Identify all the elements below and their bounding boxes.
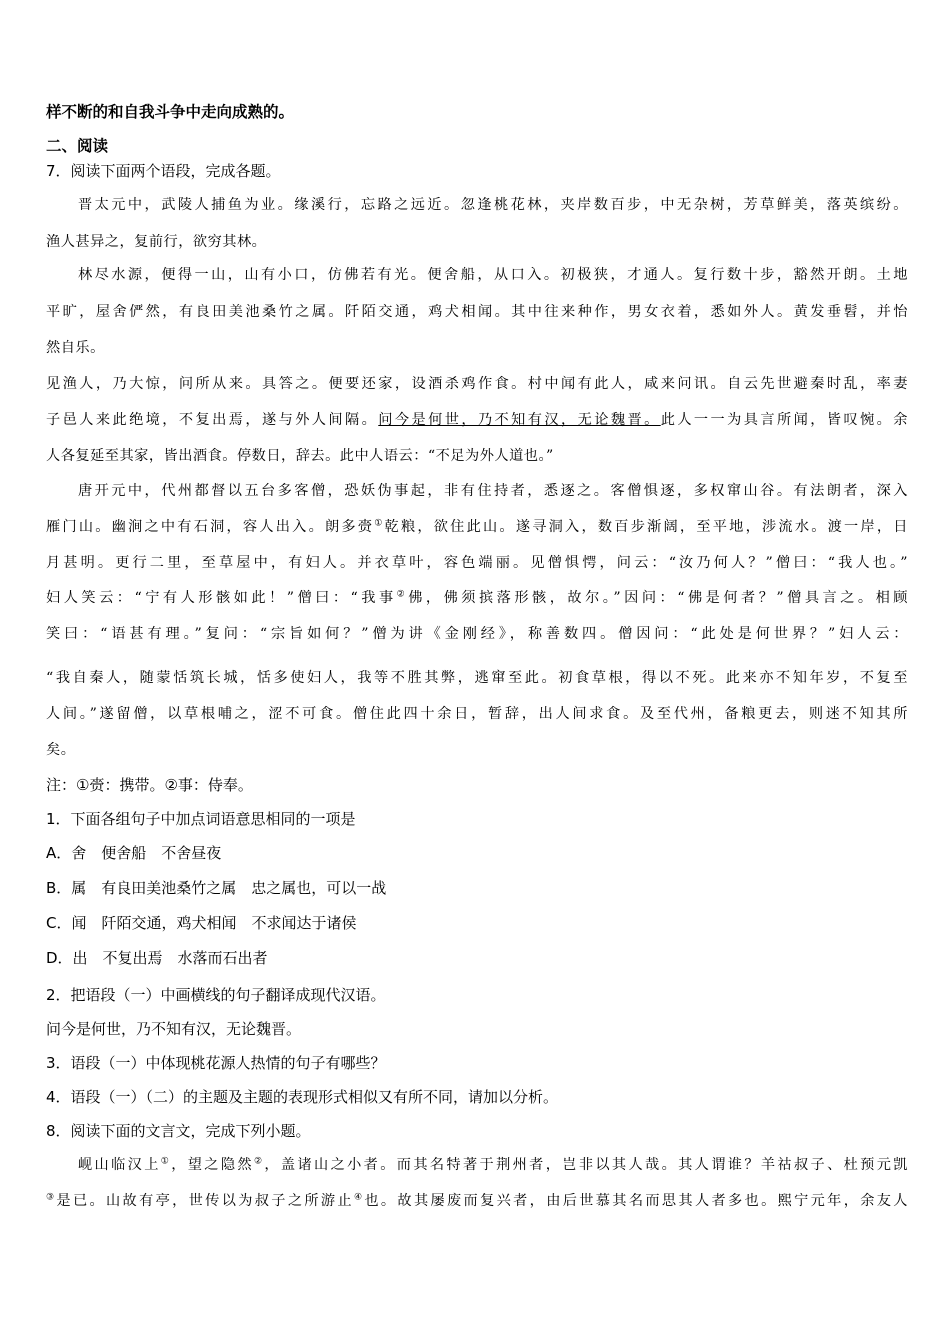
- option-b: B．属 有良田美池桑竹之属 忠之属也，可以一战: [46, 879, 387, 897]
- q7-p2-line1: 林尽水源，便得一山，山有小口，仿佛若有光。便舍船，从口入。初极狭，才通人。复行数十步，豁然开朗。土地: [78, 267, 908, 283]
- option-d: D．出 不复出焉 水落而石出者: [46, 949, 268, 967]
- option-c: C．闻 阡陌交通，鸡犬相闻 不求闻达于诸侯: [46, 914, 357, 932]
- q7-p4-text-d: 佛，佛须摈落形骸，故尔。”因问：“佛是何者？”僧具言之。相顾: [408, 590, 908, 606]
- footnote-mark: ②: [253, 1156, 265, 1167]
- q7-p1-line1: 晋太元中，武陵人捕鱼为业。缘溪行，忘路之远近。忽逢桃花林，夹岸数百步，中无杂树，芳草鲜美，落英缤纷。: [78, 197, 908, 213]
- q7-p4-line2: [46, 517, 908, 537]
- q8-prompt: 8．阅读下面的文言文，完成下列小题。: [46, 1122, 311, 1140]
- q8-text-b: ，望之隐然: [171, 1157, 254, 1173]
- underlined-sentence: 问今是何世，乃不知有汉，无论魏晋。: [378, 412, 661, 428]
- option-a: A．舍 便舍船 不舍昼夜: [46, 844, 222, 862]
- q7-sub2-sentence: 问今是何世，乃不知有汉，无论魏晋。: [46, 1020, 302, 1038]
- footnote-mark: ①: [374, 518, 385, 529]
- q7-p4-line8: 矣。: [46, 742, 76, 758]
- q8-text-a: 岘山临汉上: [78, 1157, 161, 1173]
- q7-p2-line3: 然自乐。: [46, 340, 105, 356]
- q7-sub3-prompt: 3．语段（一）中体现桃花源人热情的句子有哪些？: [46, 1054, 386, 1072]
- section-heading: 二、阅读: [46, 137, 109, 155]
- q8-p1-line2: [46, 1191, 908, 1211]
- q7-p4-text-b: 乾粮，欲住此山。遂寻洞入，数百步渐阔，至平地，涉流水。渡一岸，日: [384, 519, 908, 535]
- q8-text-c: ，盖诸山之小者。而其名特著于荆州者，岂非以其人哉。其人谓谁？羊祜叔子、杜预元凯: [264, 1157, 908, 1173]
- q7-p4-line5: 笑曰：“语甚有理。”复问：“宗旨如何？”僧为讲《金刚经》，称善数四。僧因问：“此处是何世界？”妇人云：: [46, 626, 908, 642]
- q7-p4-line1: 唐开元中，代州都督以五台多客僧，恐妖伪事起，非有住持者，悉逐之。客僧惧逐，多权窜山谷。有法朗者，深入: [78, 483, 908, 499]
- q7-p4-line6: “我自秦人，随蒙恬筑长城，恬多使妇人，我等不胜其弊，逃窜至此。初食草根，得以不死。此来亦不知年岁，不复至: [46, 670, 908, 686]
- q7-prompt: 7．阅读下面两个语段，完成各题。: [46, 162, 281, 180]
- q7-p4-line3: 月甚明。更行二里，至草屋中，有妇人。并衣草叶，容色端丽。见僧惧愕，问云：“汝乃何人？”僧曰：“我人也。”: [46, 555, 908, 571]
- q7-sub1-prompt: 1．下面各组句子中加点词语意思相同的一项是: [46, 810, 356, 828]
- q7-p4-line4: [46, 588, 908, 608]
- q7-p3-text-a: 子邑人来此绝境，不复出焉，遂与外人间隔。: [46, 412, 379, 428]
- q7-p1-line2: 渔人甚异之，复前行，欲穷其林。: [46, 234, 267, 250]
- footnote-mark: ④: [353, 1192, 365, 1203]
- footnote-mark: ①: [160, 1156, 172, 1167]
- q7-p3-text-b: 此人一一为具言所闻，皆叹惋。余: [660, 412, 908, 428]
- q7-note: 注：①赍：携带。②事：侍奉。: [46, 776, 253, 794]
- q8-text-e: 也。故其屡废而复兴者，由后世慕其名而思其人者多也。熙宁元年，余友人: [364, 1193, 908, 1209]
- q7-p2-line2: 平旷，屋舍俨然，有良田美池桑竹之属。阡陌交通，鸡犬相闻。其中往来种作，男女衣着，悉如外人。黄发垂髫，并怡: [46, 304, 908, 320]
- q8-text-d: 是已。山故有亭，世传以为叔子之所游止: [56, 1193, 354, 1209]
- q7-p4-text-a: 雁门山。幽涧之中有石洞，容人出入。朗多赍: [46, 519, 375, 535]
- q7-sub4-prompt: 4．语段（一）（二）的主题及主题的表现形式相似又有所不同，请加以分析。: [46, 1088, 559, 1106]
- intro-line: 样不断的和自我斗争中走向成熟的。: [46, 103, 295, 121]
- q8-p1-line1: [78, 1155, 908, 1175]
- q7-p4-line7: 人间。”遂留僧，以草根哺之，涩不可食。僧住此四十余日，暂辞，出人间求食。及至代州，备粮更去，则迷不知其所: [46, 706, 908, 722]
- footnote-mark: ②: [396, 589, 409, 600]
- q7-p4-text-c: 妇人笑云：“宁有人形骸如此！”僧曰：“我事: [46, 590, 397, 606]
- q7-sub2-prompt: 2．把语段（一）中画横线的句子翻译成现代汉语。: [46, 986, 386, 1004]
- q7-p3-line3: 人各复延至其家，皆出酒食。停数日，辞去。此中人语云：“不足为外人道也。”: [46, 448, 554, 464]
- q7-p3-line1: 见渔人，乃大惊，问所从来。具答之。便要还家，设酒杀鸡作食。村中闻有此人，咸来问讯。自云先世避秦时乱，率妻: [46, 376, 908, 392]
- footnote-mark: ③: [46, 1192, 57, 1203]
- q7-p3-line2: [46, 410, 908, 430]
